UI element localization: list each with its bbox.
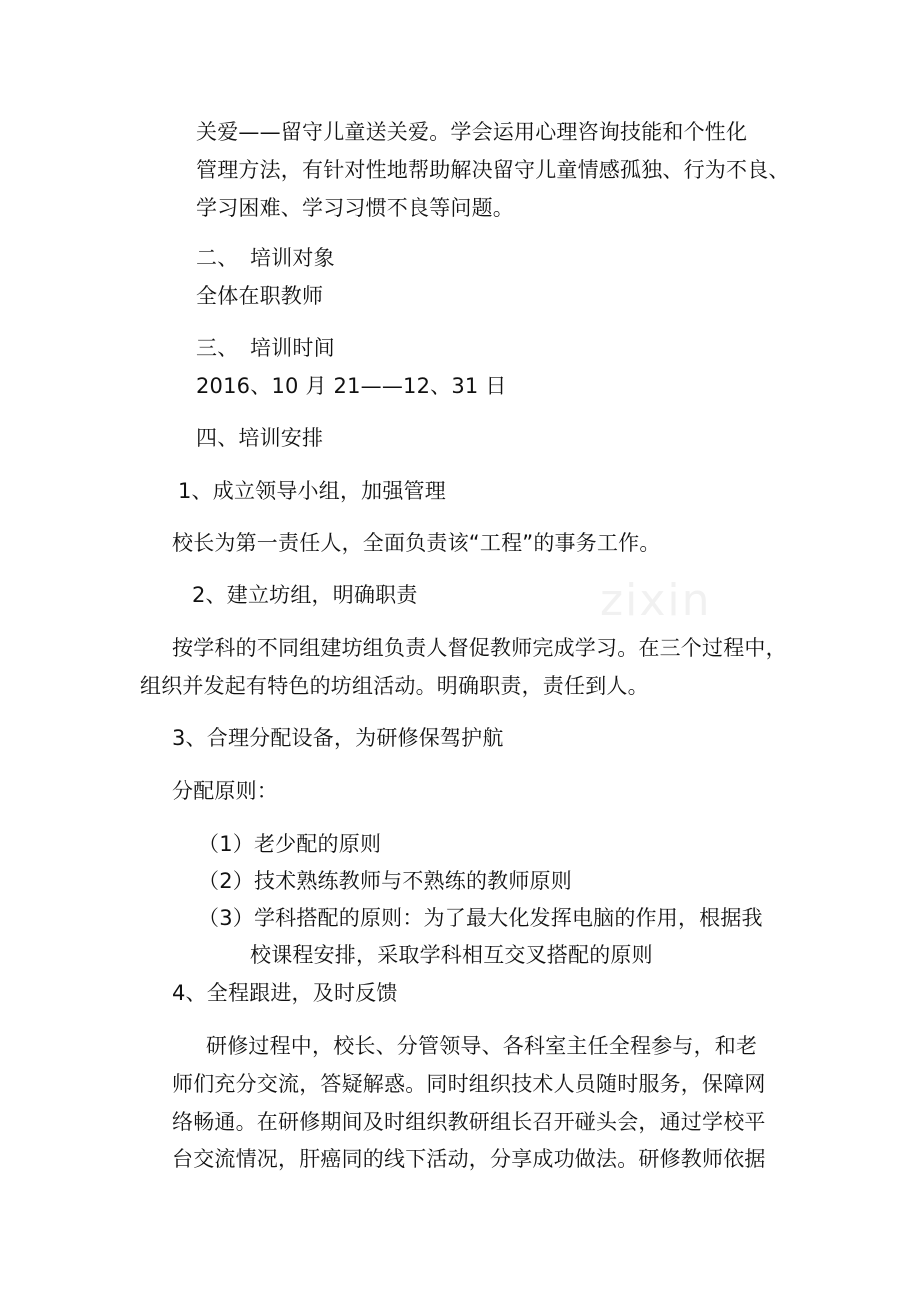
- section-3-content: 2016、10 月 21——12、31 日: [196, 374, 507, 398]
- section-4-heading: 四、培训安排: [196, 426, 324, 450]
- item-3-title: 3、合理分配设备，为研修保驾护航: [172, 726, 504, 750]
- item-2-title: 2、建立坊组，明确职责: [192, 583, 418, 607]
- principle-item-2: （2）技术熟练教师与不熟练的教师原则: [198, 869, 572, 893]
- section-2-content: 全体在职教师: [196, 284, 324, 308]
- item-4-body-line-4: 台交流情况，肝癌同的线下活动，分享成功做法。研修教师依据: [172, 1147, 766, 1171]
- section-2-heading: 培训对象: [250, 246, 335, 270]
- item-4-body-line-1: 研修过程中，校长、分管领导、各科室主任全程参与，和老: [206, 1034, 758, 1058]
- intro-line-3: 学习困难、学习习惯不良等问题。: [196, 196, 514, 220]
- principle-item-3-continued: 校课程安排，采取学科相互交叉搭配的原则: [250, 943, 653, 967]
- principle-item-3: （3）学科搭配的原则：为了最大化发挥电脑的作用，根据我: [198, 906, 763, 930]
- intro-line-1: 关爱——留守儿童送关爱。学会运用心理咨询技能和个性化: [196, 120, 748, 144]
- principles-label: 分配原则：: [172, 779, 278, 803]
- item-4-body-line-2: 师们充分交流，答疑解惑。同时组织技术人员随时服务，保障网: [172, 1072, 766, 1096]
- section-3-heading: 培训时间: [250, 336, 335, 360]
- item-2-body-line-1: 按学科的不同组建坊组负责人督促教师完成学习。在三个过程中，: [172, 636, 787, 660]
- watermark-text: zixin: [600, 575, 712, 626]
- item-1-body: 校长为第一责任人，全面负责该“工程”的事务工作。: [172, 531, 661, 555]
- item-1-title: 1、成立领导小组，加强管理: [178, 479, 446, 503]
- item-4-title: 4、全程跟进，及时反馈: [172, 981, 398, 1005]
- section-2-number: 二、: [196, 246, 239, 270]
- principle-item-1: （1）老少配的原则: [198, 832, 382, 856]
- intro-line-2: 管理方法，有针对性地帮助解决留守儿童情感孤独、行为不良、: [196, 158, 790, 182]
- section-3-number: 三、: [196, 336, 239, 360]
- item-4-body-line-3: 络畅通。在研修期间及时组织教研组长召开碰头会，通过学校平: [172, 1110, 766, 1134]
- item-2-body-line-2: 组织并发起有特色的坊组活动。明确职责，责任到人。: [140, 674, 649, 698]
